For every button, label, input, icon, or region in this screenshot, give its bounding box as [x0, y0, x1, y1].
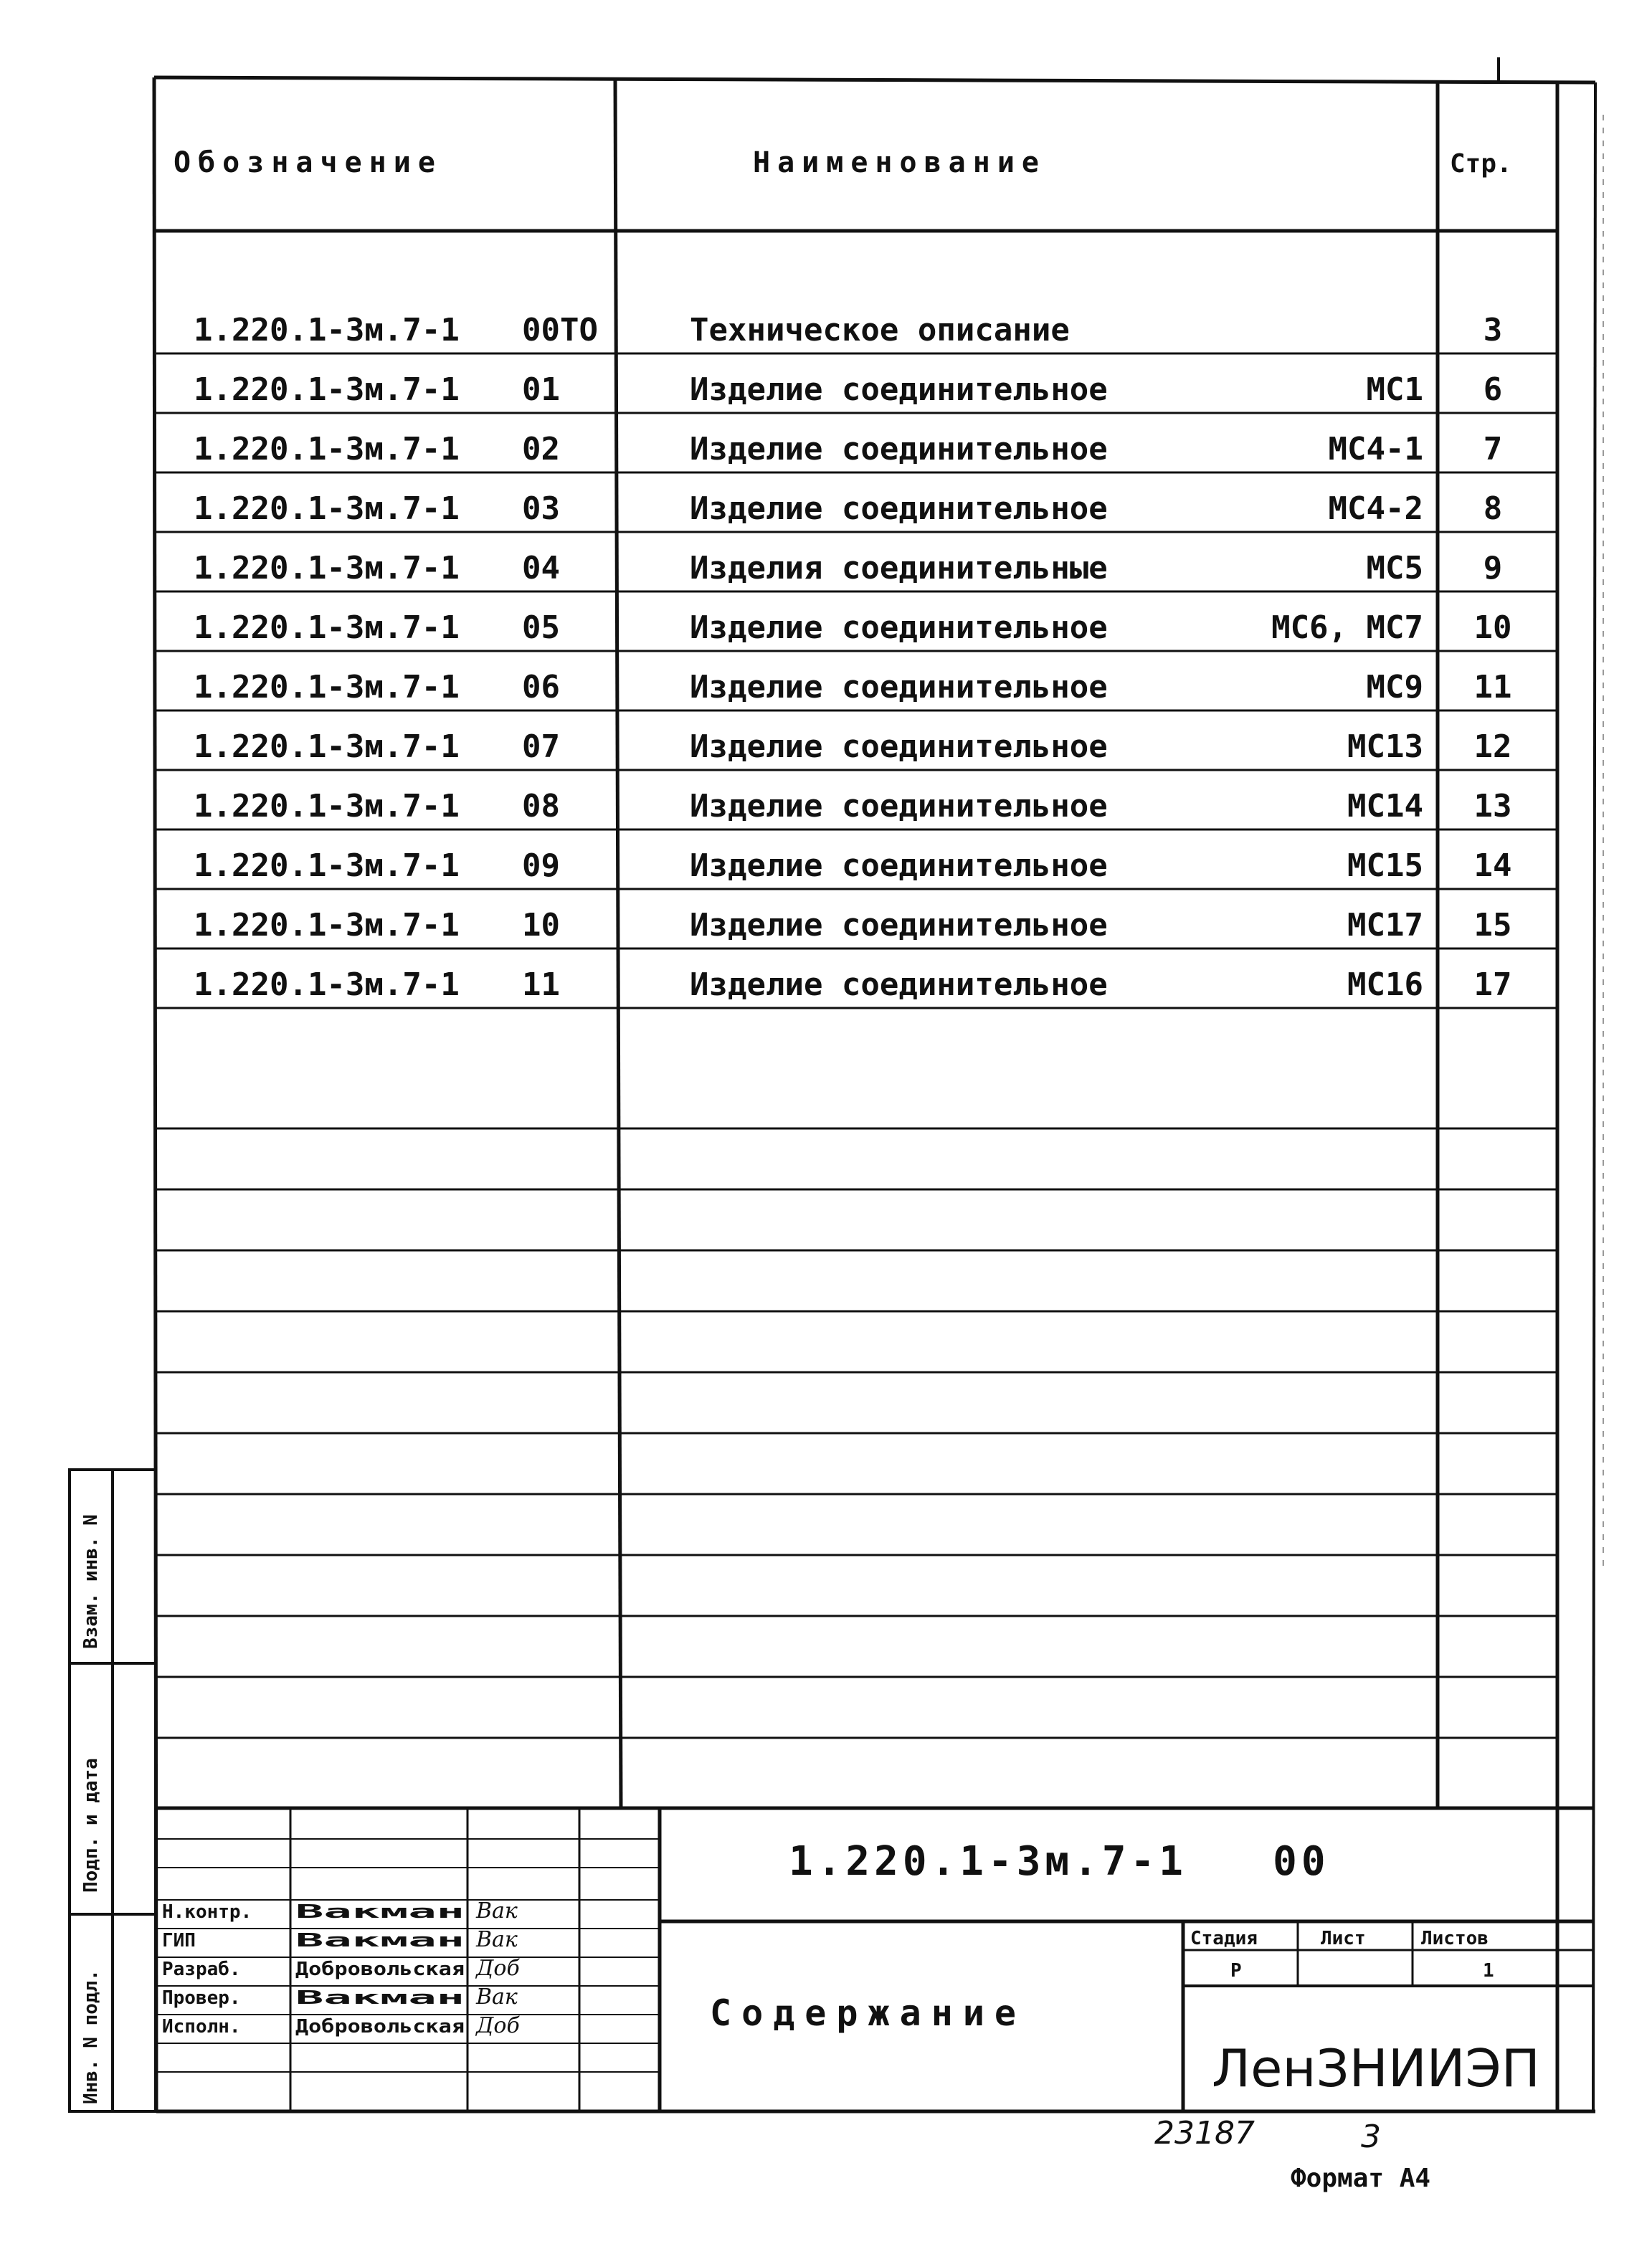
row-page: 17	[1473, 966, 1512, 1003]
signer-name: Добровольская	[295, 2016, 465, 2038]
table-row	[194, 371, 1502, 408]
row-suffix: 04	[522, 550, 560, 586]
row-name: Изделия соединительные	[690, 550, 1108, 586]
row-code: 1.220.1-3м.7-1	[194, 312, 460, 348]
row-mark: МС17	[1347, 907, 1423, 943]
row-page: 14	[1473, 847, 1512, 884]
signer-signature: Доб	[476, 1956, 520, 1981]
row-suffix: 03	[522, 490, 560, 527]
table-row	[194, 728, 1511, 765]
table-row	[194, 966, 1511, 1003]
row-name: Техническое описание	[690, 312, 1070, 348]
table-row	[194, 550, 1502, 586]
side-vzam: Взам. инв. N	[80, 1514, 102, 1649]
doc-code: 1.220.1-3м.7-1 00	[789, 1838, 1330, 1885]
row-name: Изделие соединительное	[690, 966, 1108, 1003]
row-page: 11	[1473, 669, 1512, 705]
row-code: 1.220.1-3м.7-1	[194, 669, 460, 705]
row-mark: МС6, МС7	[1271, 609, 1423, 646]
row-name: Изделие соединительное	[690, 609, 1108, 646]
row-mark: МС9	[1366, 669, 1423, 705]
signer-signature: Вак	[476, 1927, 518, 1952]
row-mark: МС4-1	[1328, 431, 1423, 467]
row-page: 9	[1483, 550, 1503, 586]
row-page: 12	[1473, 728, 1512, 765]
row-page: 10	[1473, 609, 1512, 646]
side-inv-podl: Инв. N подл.	[80, 1969, 102, 2104]
row-page: 8	[1483, 490, 1503, 527]
row-page: 15	[1473, 907, 1512, 943]
signer-name: Вакман	[295, 1901, 465, 1923]
organization: ЛенЗНИИЭП	[1212, 2038, 1540, 2098]
row-suffix: 10	[522, 907, 560, 943]
signer-role: Провер.	[162, 1987, 241, 2009]
row-suffix: 00ТО	[522, 312, 598, 348]
table-frame	[154, 57, 1595, 2111]
row-suffix: 02	[522, 431, 560, 467]
table-rows	[194, 312, 1511, 1003]
signer-role: Разраб.	[162, 1959, 241, 1980]
row-name: Изделие соединительное	[690, 728, 1108, 765]
signer-signature: Вак	[476, 1898, 518, 1924]
header-code: Обозначение	[174, 146, 442, 179]
row-code: 1.220.1-3м.7-1	[194, 728, 460, 765]
row-code: 1.220.1-3м.7-1	[194, 371, 460, 408]
signer-name: Добровольская	[295, 1959, 465, 1980]
row-name: Изделие соединительное	[690, 431, 1108, 467]
row-code: 1.220.1-3м.7-1	[194, 847, 460, 884]
table-row	[194, 312, 1502, 348]
sheet-number: 3	[1361, 2119, 1381, 2155]
table-row	[194, 609, 1511, 646]
row-name: Изделие соединительное	[690, 907, 1108, 943]
signer-row	[162, 1984, 518, 2010]
row-code: 1.220.1-3м.7-1	[194, 490, 460, 527]
row-name: Изделие соединительное	[690, 371, 1108, 408]
row-name: Изделие соединительное	[690, 847, 1108, 884]
signer-row	[162, 1898, 518, 1924]
inventory-number: 23187	[1154, 2115, 1255, 2152]
row-suffix: 06	[522, 669, 560, 705]
row-suffix: 05	[522, 609, 560, 646]
row-mark: МС5	[1366, 550, 1423, 586]
row-code: 1.220.1-3м.7-1	[194, 431, 460, 467]
signer-signature: Вак	[476, 1984, 518, 2010]
row-suffix: 01	[522, 371, 560, 408]
row-name: Изделие соединительное	[690, 669, 1108, 705]
signer-role: ГИП	[162, 1930, 196, 1951]
row-page: 13	[1473, 788, 1512, 824]
table-row	[194, 847, 1511, 884]
signer-row	[162, 1927, 518, 1952]
row-page: 6	[1483, 371, 1503, 408]
row-suffix: 09	[522, 847, 560, 884]
sheets-label: Листов	[1421, 1928, 1489, 1949]
signer-signature: Доб	[476, 2013, 520, 2038]
table-row	[194, 431, 1502, 467]
row-name: Изделие соединительное	[690, 490, 1108, 527]
row-mark: МС1	[1366, 371, 1423, 408]
row-code: 1.220.1-3м.7-1	[194, 550, 460, 586]
row-code: 1.220.1-3м.7-1	[194, 788, 460, 824]
signer-role: Н.контр.	[162, 1901, 252, 1923]
header-page: Стр.	[1450, 149, 1512, 179]
row-name: Изделие соединительное	[690, 788, 1108, 824]
stage-label: Стадия	[1190, 1928, 1258, 1949]
table-row	[194, 907, 1511, 943]
row-mark: МС15	[1347, 847, 1423, 884]
sheets-value: 1	[1483, 1960, 1494, 1982]
signer-name: Вакман	[295, 1930, 465, 1951]
row-mark: МС14	[1347, 788, 1423, 824]
signer-role: Исполн.	[162, 2016, 241, 2038]
table-row	[194, 669, 1511, 705]
row-mark: МС13	[1347, 728, 1423, 765]
table-row	[194, 490, 1502, 527]
signer-name: Вакман	[295, 1987, 465, 2009]
table-row	[194, 788, 1511, 824]
row-page: 3	[1483, 312, 1503, 348]
side-podp-data: Подп. и дата	[80, 1758, 102, 1893]
row-suffix: 11	[522, 966, 560, 1003]
row-code: 1.220.1-3м.7-1	[194, 907, 460, 943]
doc-title: Содержание	[710, 1992, 1027, 2034]
row-suffix: 07	[522, 728, 560, 765]
row-page: 7	[1483, 431, 1503, 467]
stage-value: Р	[1230, 1960, 1242, 1982]
format-label: Формат А4	[1291, 2164, 1431, 2193]
row-code: 1.220.1-3м.7-1	[194, 966, 460, 1003]
sheet-label: Лист	[1321, 1928, 1366, 1949]
header-name: Наименование	[753, 146, 1046, 179]
row-mark: МС16	[1347, 966, 1423, 1003]
row-mark: МС4-2	[1328, 490, 1423, 527]
row-code: 1.220.1-3м.7-1	[194, 609, 460, 646]
row-suffix: 08	[522, 788, 560, 824]
